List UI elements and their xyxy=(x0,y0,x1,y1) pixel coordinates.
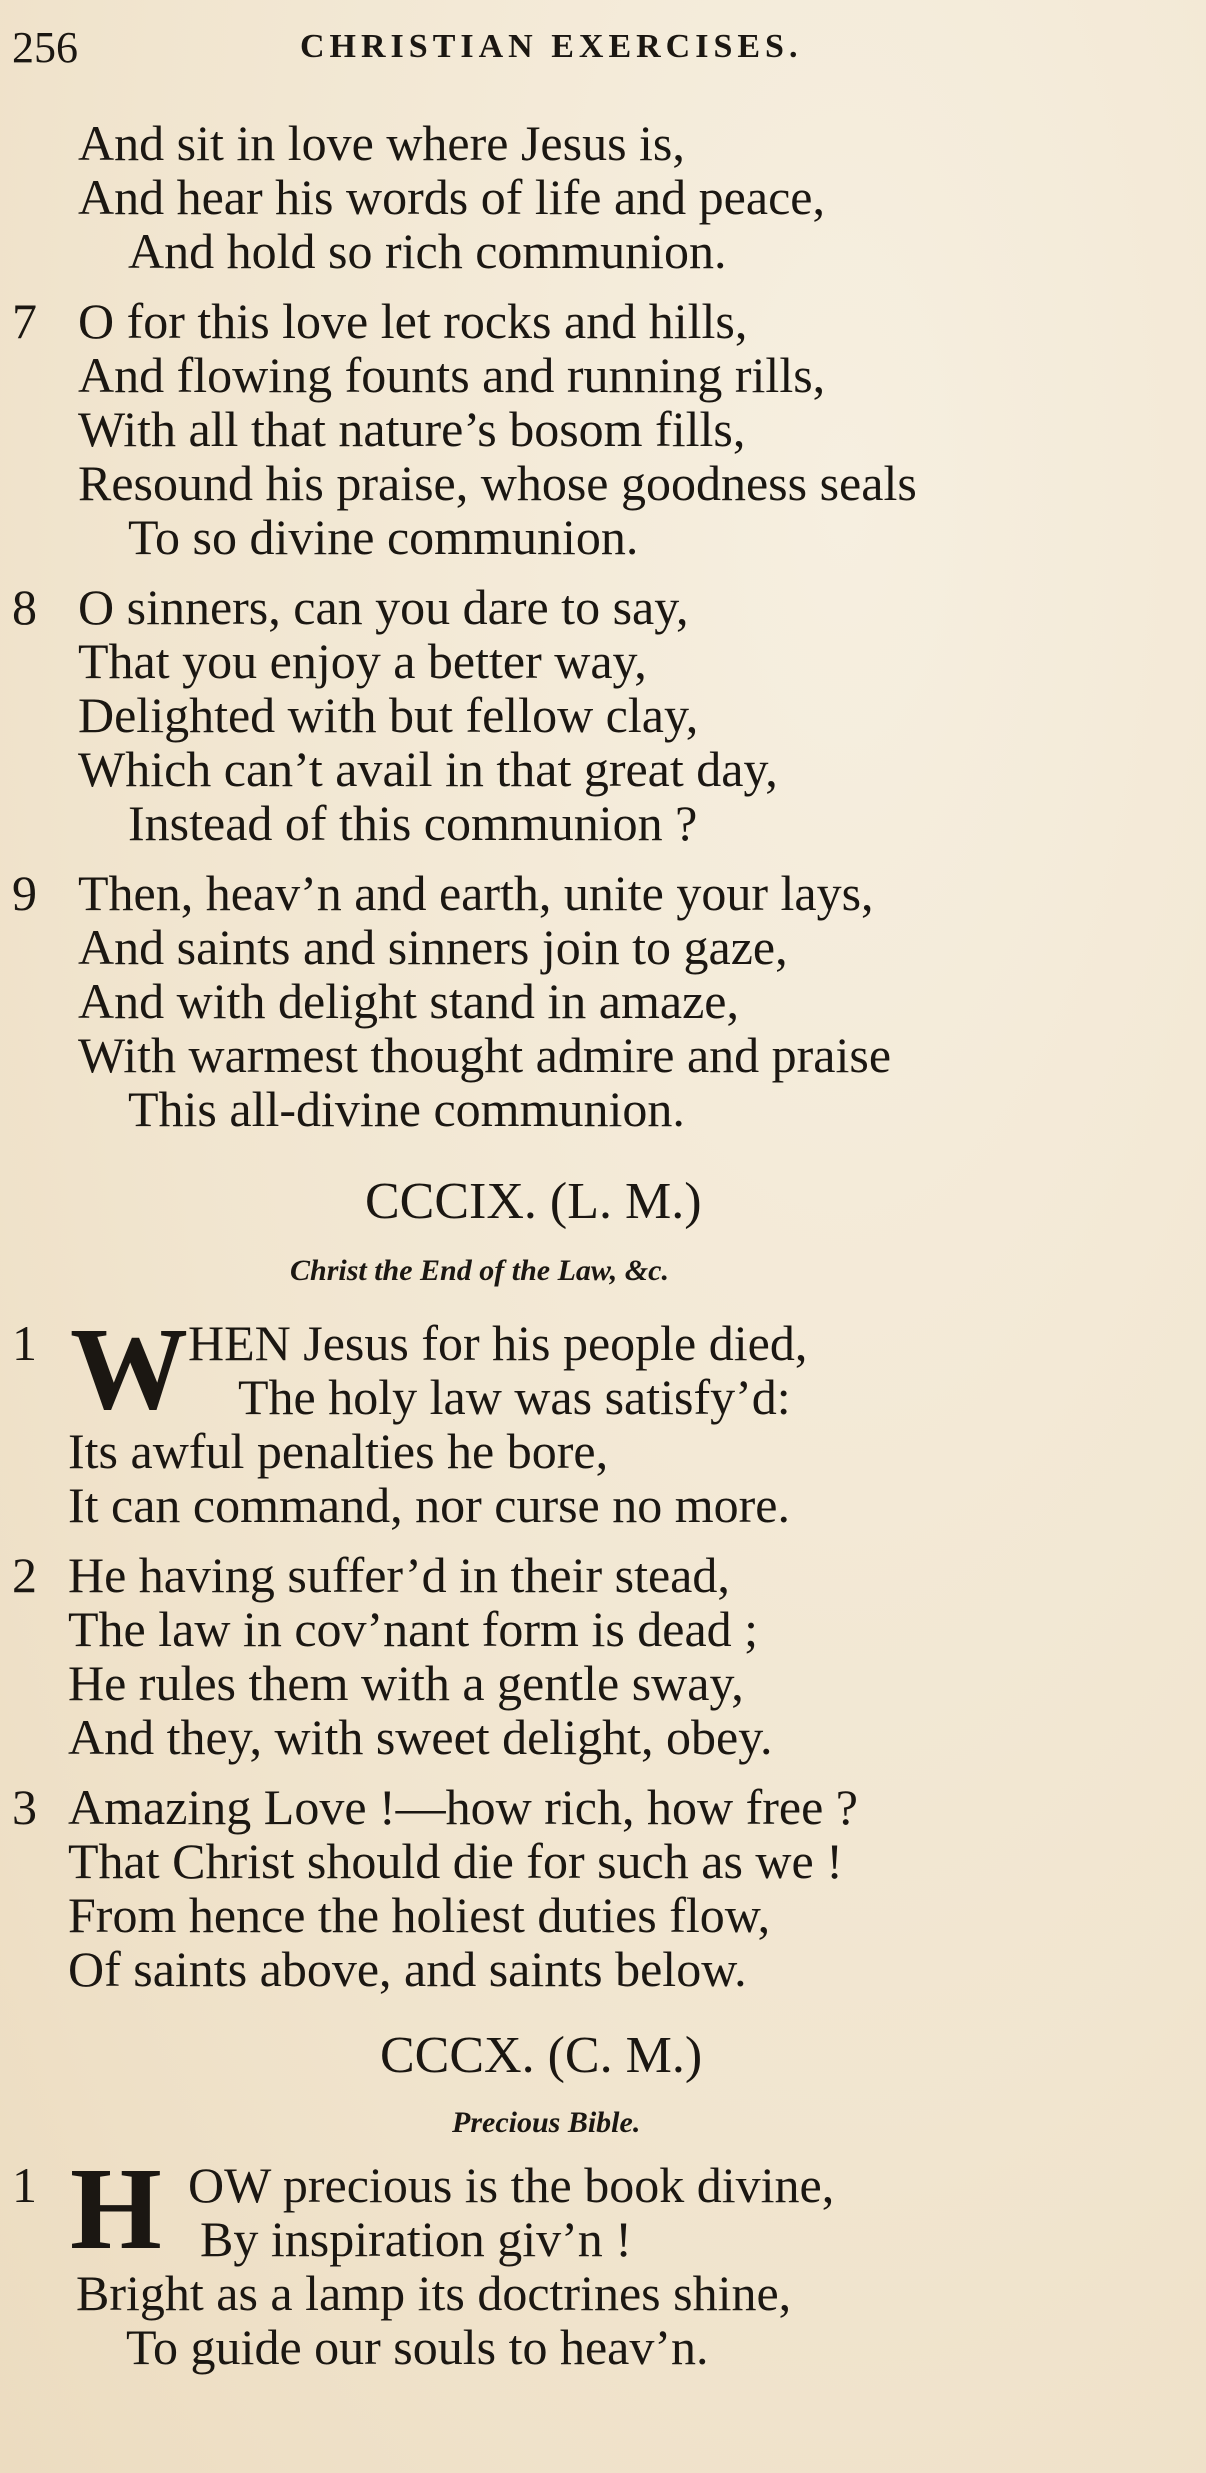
verse-line: Resound his praise, whose goodness seals xyxy=(78,455,917,511)
running-title: CHRISTIAN EXERCISES. xyxy=(300,28,803,65)
stanza-number: 2 xyxy=(12,1547,37,1603)
verse-line: With warmest thought admire and praise xyxy=(78,1027,892,1083)
hymn-subtitle: Christ the End of the Law, &c. xyxy=(290,1254,669,1287)
verse-line: Of saints above, and saints below. xyxy=(68,1941,747,1997)
verse-line: From hence the holiest duties flow, xyxy=(68,1887,771,1943)
verse-line: Amazing Love !—how rich, how free ? xyxy=(68,1779,858,1835)
verse-line: Instead of this communion ? xyxy=(128,795,698,851)
verse-line: To guide our souls to heav’n. xyxy=(126,2319,709,2375)
verse-line: The holy law was satisfy’d: xyxy=(238,1369,791,1425)
verse-line: With all that nature’s bosom fills, xyxy=(78,401,746,457)
verse-line: This all-divine communion. xyxy=(128,1081,685,1137)
verse-line: And hold so rich communion. xyxy=(128,223,727,279)
verse-line: O for this love let rocks and hills, xyxy=(78,293,748,349)
page-number: 256 xyxy=(12,23,78,72)
verse-line: And flowing founts and running rills, xyxy=(78,347,826,403)
verse-line: And saints and sinners join to gaze, xyxy=(78,919,788,975)
stanza-number: 8 xyxy=(12,579,37,635)
verse-line: Delighted with but fellow clay, xyxy=(78,687,699,743)
verse-line: Which can’t avail in that great day, xyxy=(78,741,778,797)
stanza-number: 3 xyxy=(12,1779,37,1835)
hymn-title: CCCX. (C. M.) xyxy=(380,2027,703,2084)
verse-line: And with delight stand in amaze, xyxy=(78,973,739,1029)
verse-line: And sit in love where Jesus is, xyxy=(78,115,685,171)
stanza-number: 1 xyxy=(12,2157,37,2213)
verse-line: It can command, nor curse no more. xyxy=(68,1477,790,1533)
verse-line: O sinners, can you dare to say, xyxy=(78,579,689,635)
verse-line: HEN Jesus for his people died, xyxy=(188,1315,808,1371)
drop-cap: H xyxy=(70,2143,162,2274)
hymn-subtitle: Precious Bible. xyxy=(452,2106,641,2139)
verse-line: OW precious is the book divine, xyxy=(188,2157,835,2213)
verse-line: That Christ should die for such as we ! xyxy=(68,1833,843,1889)
verse-line: And hear his words of life and peace, xyxy=(78,169,825,225)
verse-line: He rules them with a gentle sway, xyxy=(68,1655,744,1711)
stanza-number: 1 xyxy=(12,1315,37,1371)
verse-line: By inspiration giv’n ! xyxy=(200,2211,632,2267)
verse-line: Bright as a lamp its doctrines shine, xyxy=(76,2265,792,2321)
verse-line: He having suffer’d in their stead, xyxy=(68,1547,730,1603)
stanza-number: 7 xyxy=(12,293,37,349)
verse-line: The law in cov’nant form is dead ; xyxy=(68,1601,759,1657)
verse-line: Its awful penalties he bore, xyxy=(68,1423,609,1479)
verse-line: To so divine communion. xyxy=(128,509,639,565)
drop-cap: W xyxy=(70,1303,188,1434)
page-header xyxy=(12,22,1172,82)
hymn-title: CCCIX. (L. M.) xyxy=(365,1173,702,1230)
verse-line: And they, with sweet delight, obey. xyxy=(68,1709,773,1765)
stanza-number: 9 xyxy=(12,865,37,921)
verse-line: Then, heav’n and earth, unite your lays, xyxy=(78,865,874,921)
verse-line: That you enjoy a better way, xyxy=(78,633,647,689)
